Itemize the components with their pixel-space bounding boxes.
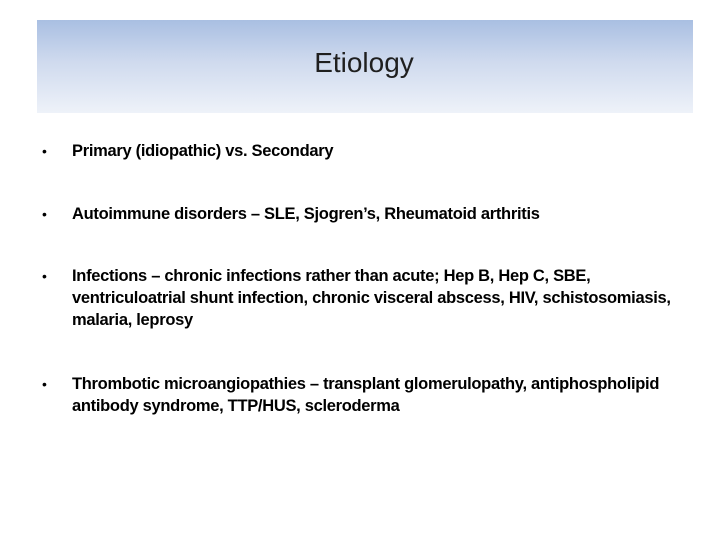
bullet-marker: • [42,376,47,392]
bullet-marker: • [42,143,47,159]
bullet-text: Thrombotic microangiopathies – transplant glomerulopathy, antiphospholipid antibody syndrome, TTP/HUS, scleroderma [72,375,660,415]
bullet-item [42,373,702,417]
bullet-text: Infections – chronic infections rather than acute; Hep B, Hep C, SBE, ventriculoatrial shunt infection, chronic visceral abscess, HIV, schistosomiasis, malaria, leprosy [72,267,671,329]
bullet-item [42,265,702,331]
bullet-item [42,140,702,162]
bullet-marker: • [42,206,47,222]
slide-title: Etiology [314,47,414,78]
bullet-item [42,203,702,225]
bullet-marker: • [42,268,47,284]
bullet-text: Autoimmune disorders – SLE, Sjogren’s, Rheumatoid arthritis [72,205,540,223]
bullet-text: Primary (idiopathic) vs. Secondary [72,142,334,160]
